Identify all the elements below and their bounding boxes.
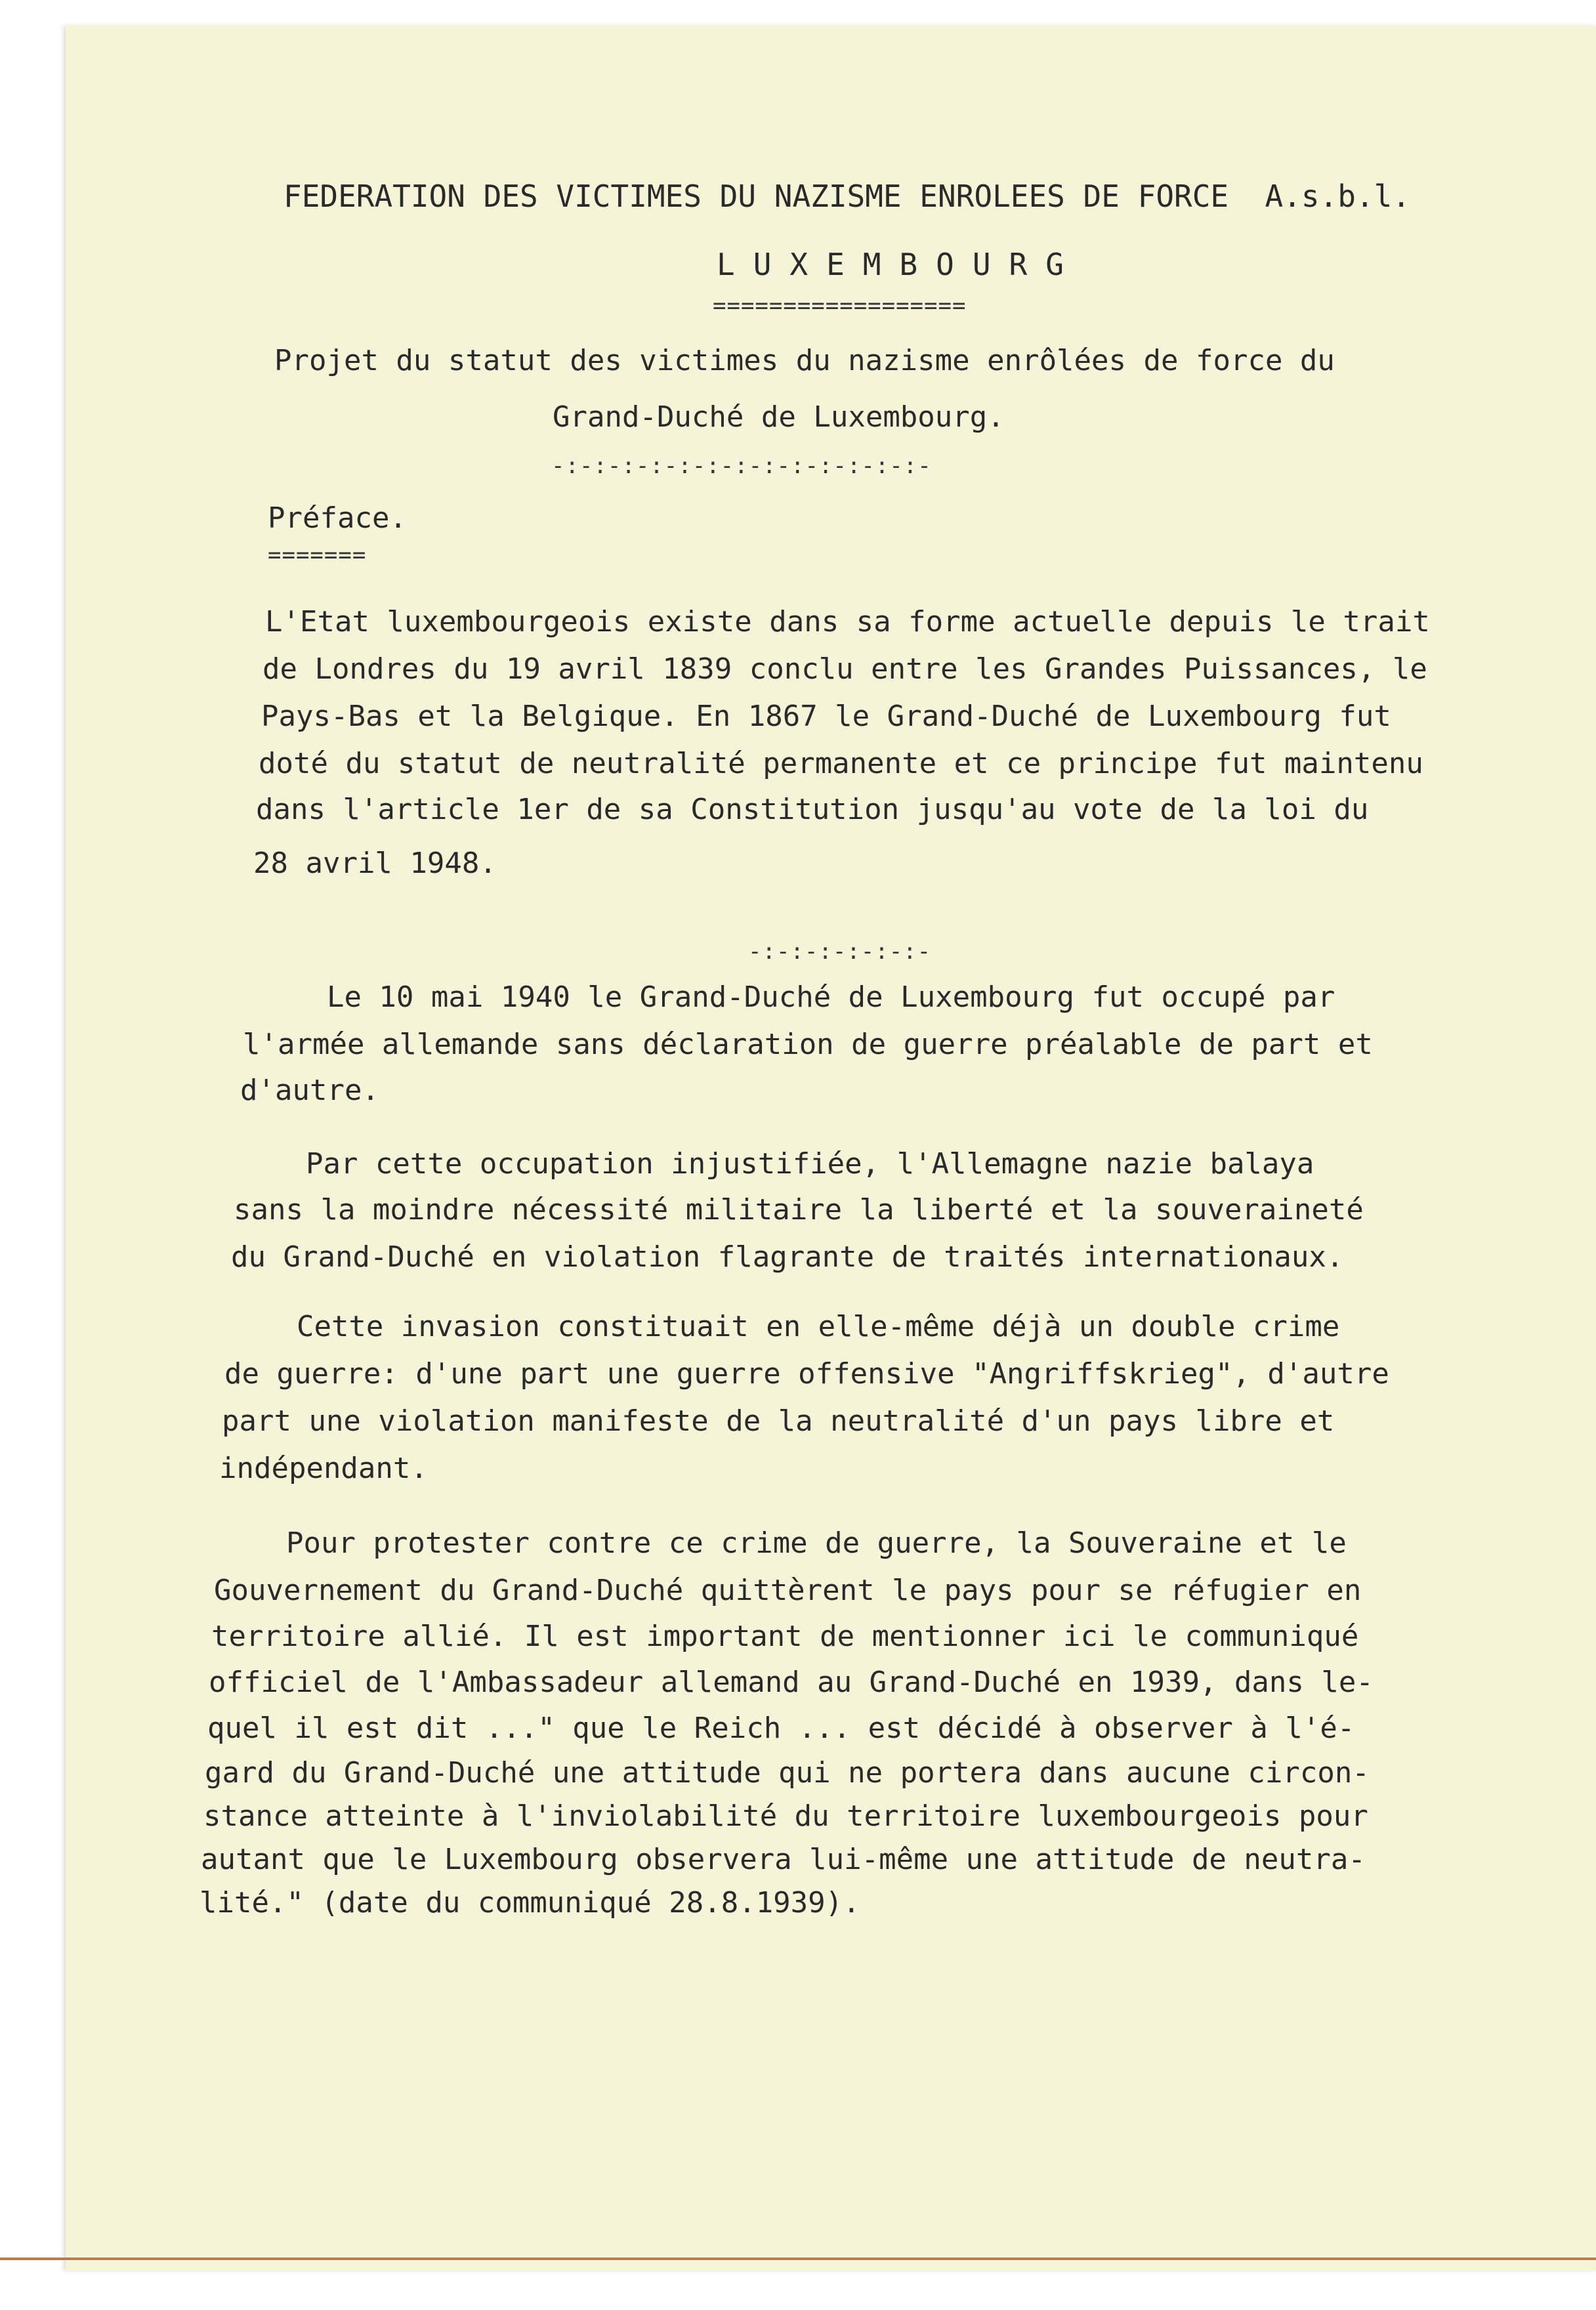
- paragraph-line: indépendant.: [219, 1452, 428, 1485]
- paragraph-line: de Londres du 19 avril 1839 conclu entre les Grandes Puissances, le: [262, 652, 1427, 686]
- preface-heading: Préface.: [268, 501, 407, 535]
- paragraph-line: dans l'article 1er de sa Constitution jusqu'au vote de la loi du: [256, 793, 1369, 826]
- paragraph-line: Par cette occupation injustifiée, l'Allemagne nazie balaya: [236, 1147, 1314, 1181]
- paragraph-line: doté du statut de neutralité permanente et ce principe fut maintenu: [259, 747, 1423, 780]
- paragraph-line: Le 10 mai 1940 le Grand-Duché de Luxembourg fut occupé par: [257, 980, 1335, 1014]
- paragraph-line: Pour protester contre ce crime de guerre, la Souveraine et le: [217, 1526, 1347, 1560]
- page-border: [0, 2258, 1596, 2260]
- paragraph-line: territoire allié. Il est important de mentionner ici le communiqué: [211, 1620, 1359, 1653]
- organization-header: FEDERATION DES VICTIMES DU NAZISME ENROLEES DE FORCE A.s.b.l.: [284, 178, 1411, 214]
- paragraph-line: Cette invasion constituait en elle-même déjà un double crime: [227, 1310, 1340, 1343]
- paragraph-line: quel il est dit ..." que le Reich ... est décidé à observer à l'é-: [207, 1712, 1355, 1745]
- section-separator: -:-:-:-:-:-:-: [748, 938, 932, 965]
- paragraph-line: stance atteinte à l'inviolabilité du territoire luxembourgeois pour: [203, 1799, 1368, 1833]
- paragraph-line: de guerre: d'une part une guerre offensive "Angriffskrieg", d'autre: [224, 1357, 1389, 1391]
- paragraph-line: 28 avril 1948.: [253, 847, 497, 880]
- title-separator: -:-:-:-:-:-:-:-:-:-:-:-:-:-: [551, 453, 932, 479]
- paragraph-line: L'Etat luxembourgeois existe dans sa forme actuelle depuis le trait: [265, 605, 1430, 639]
- paragraph-line: officiel de l'Ambassadeur allemand au Grand-Duché en 1939, dans le-: [209, 1666, 1374, 1699]
- paragraph-line: gard du Grand-Duché une attitude qui ne portera dans aucune circon-: [205, 1756, 1370, 1790]
- paragraph-line: part une violation manifeste de la neutralité d'un pays libre et: [222, 1404, 1335, 1438]
- city-underline: ==================: [713, 293, 967, 319]
- paragraph-line: autant que le Luxembourg observera lui-même une attitude de neutra-: [201, 1843, 1366, 1876]
- paragraph-line: du Grand-Duché en violation flagrante de traités internationaux.: [231, 1240, 1344, 1274]
- document-title-line-2: Grand-Duché de Luxembourg.: [553, 400, 1005, 434]
- paragraph-line: sans la moindre nécessité militaire la liberté et la souveraineté: [234, 1193, 1364, 1227]
- paragraph-line: l'armée allemande sans déclaration de guerre préalable de part et: [243, 1028, 1373, 1061]
- preface-underline: =======: [268, 542, 367, 568]
- city-header: LUXEMBOURG: [717, 247, 1082, 282]
- paragraph-line: Gouvernement du Grand-Duché quittèrent le pays pour se réfugier en: [214, 1574, 1362, 1607]
- paragraph-line: d'autre.: [240, 1074, 379, 1107]
- paragraph-line: Pays-Bas et la Belgique. En 1867 le Grand-Duché de Luxembourg fut: [261, 700, 1391, 733]
- paragraph-line: lité." (date du communiqué 28.8.1939).: [200, 1886, 860, 1920]
- document-title-line-1: Projet du statut des victimes du nazisme enrôlées de force du: [274, 344, 1335, 377]
